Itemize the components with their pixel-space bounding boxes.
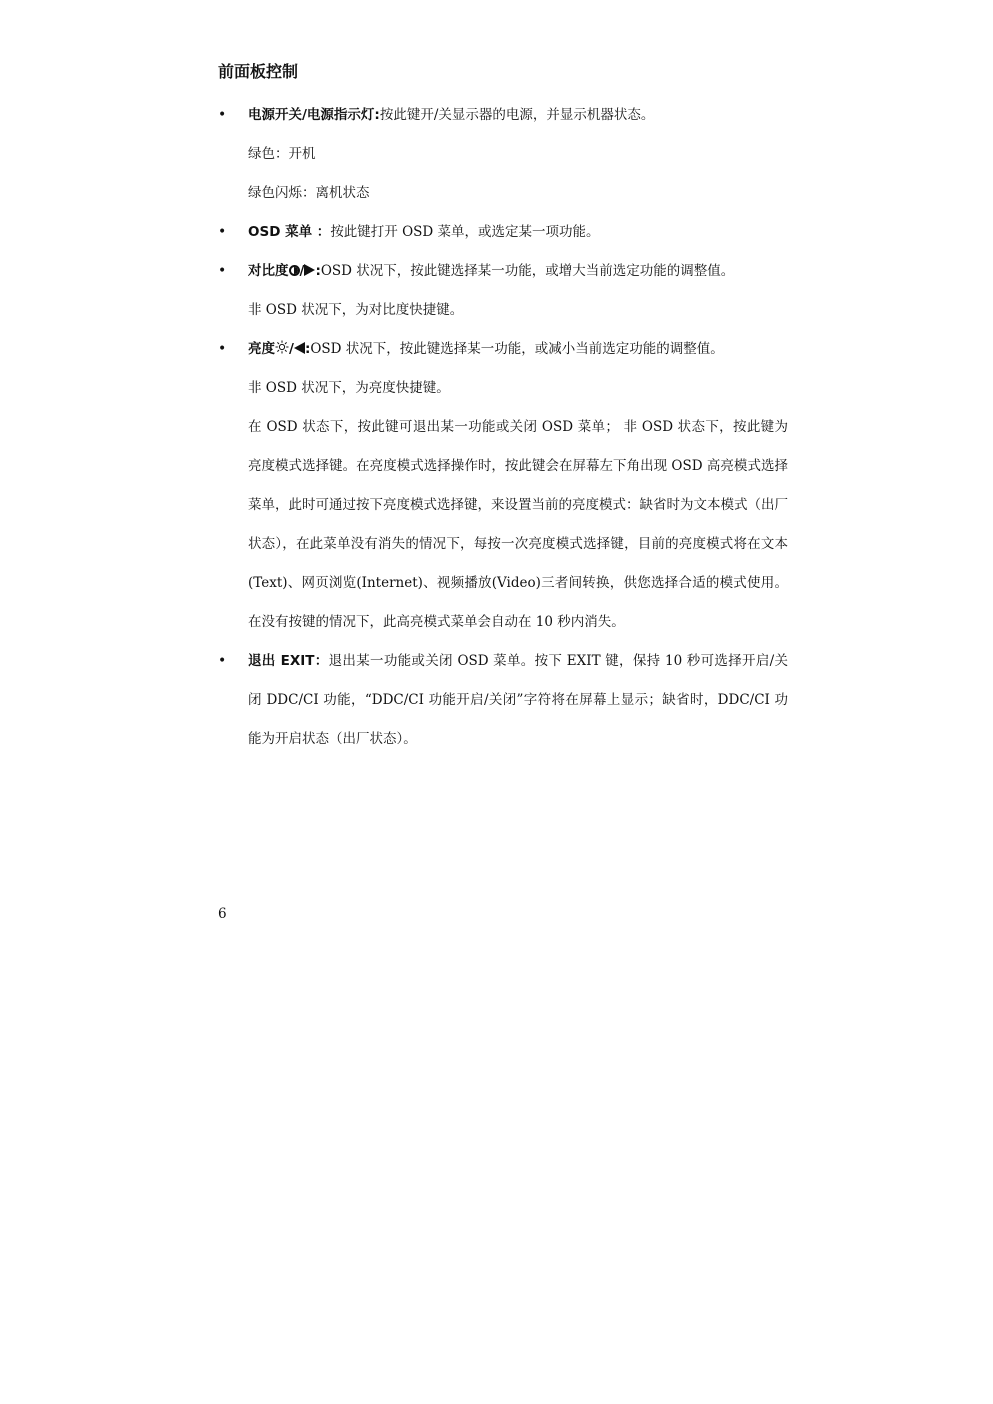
- item-text: 退出某一功能或关闭 OSD 菜单。按下 EXIT 键，保持 10 秒可选择开启/关闭 DDC/CI 功能，“DDC/CI 功能开启/关闭”字符将在屏幕上显示；缺省时，DDC/CI 功能为开启状态（出厂状态）。: [248, 653, 788, 747]
- page-title: 前面板控制: [218, 62, 299, 81]
- sub-line-contrast-shortcut: 非 OSD 状况下，为对比度快捷键。: [248, 302, 464, 318]
- bullet: •: [218, 263, 227, 279]
- bullet: •: [218, 653, 227, 669]
- item-label: 亮度 / :: [248, 341, 311, 357]
- list-item-power: [218, 96, 788, 135]
- item-text: 按此键开/关显示器的电源，并显示机器状态。: [379, 107, 655, 123]
- bullet: •: [218, 341, 227, 357]
- item-text: OSD 状况下，按此键选择某一功能，或减小当前选定功能的调整值。: [310, 341, 724, 357]
- brightness-mode-paragraph: 在 OSD 状态下，按此键可退出某一功能或关闭 OSD 菜单； 非 OSD 状态下，按此键为亮度模式选择键。在亮度模式选择操作时，按此键会在屏幕左下角出现 OSD 高亮模式选择菜单，此时可通过按下亮度模式选择键，来设置当前的亮度模式：缺省时为文本模式（出厂状态），在此菜单没有消失的情况下，每按一次亮度模式选择键，目前的亮度模式将在文本(Text)、网页浏览(Internet)、视频播放(Video)三者间转换，供您选择合适的模式使用。在没有按键的情况下，此高亮模式菜单会自动在 10 秒内消失。: [248, 419, 788, 630]
- list-item-osd-menu: [218, 213, 788, 252]
- triangle-right-icon: [304, 264, 315, 276]
- item-label: 退出 EXIT：: [248, 653, 329, 669]
- triangle-left-icon: [294, 342, 305, 354]
- sub-line-green-on: 绿色：开机: [248, 146, 316, 162]
- list-item-exit: [218, 642, 788, 759]
- item-label: 电源开关/电源指示灯:: [248, 107, 380, 123]
- bullet: •: [218, 224, 227, 240]
- item-text: 按此键打开 OSD 菜单，或选定某一项功能。: [330, 224, 600, 240]
- contrast-icon: [289, 265, 300, 276]
- page-number: 6: [218, 906, 227, 922]
- sun-icon: [275, 340, 289, 354]
- sub-line-brightness-shortcut: 非 OSD 状况下，为亮度快捷键。: [248, 380, 450, 396]
- item-label: OSD 菜单 ：: [248, 224, 331, 240]
- item-text: OSD 状况下，按此键选择某一功能，或增大当前选定功能的调整值。: [320, 263, 735, 279]
- list-item-contrast: [218, 252, 788, 291]
- list-item-brightness: [218, 330, 788, 369]
- bullet: •: [218, 107, 227, 123]
- sub-line-green-blink: 绿色闪烁：离机状态: [248, 185, 370, 201]
- front-panel-list: [218, 96, 788, 759]
- item-label: 对比度 / :: [248, 263, 321, 279]
